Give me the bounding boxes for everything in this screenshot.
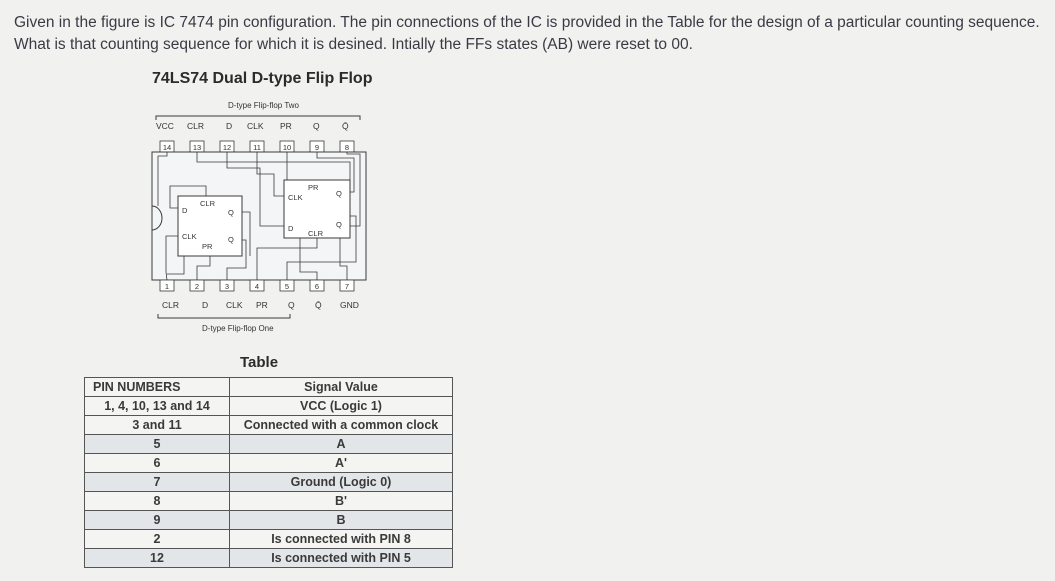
pin-table (84, 377, 453, 568)
pin-cell: 7 (85, 473, 230, 492)
svg-text:CLR: CLR (308, 229, 324, 238)
table-row (85, 473, 453, 492)
svg-text:CLR: CLR (162, 300, 180, 310)
table-row (85, 435, 453, 454)
svg-text:13: 13 (192, 143, 202, 152)
signal-cell: B' (230, 492, 453, 511)
pin-cell: 12 (85, 549, 230, 568)
bottom-pin-labels (162, 300, 359, 310)
figure-title: 74LS74 Dual D-type Flip Flop (152, 70, 373, 87)
svg-text:PR: PR (308, 183, 319, 192)
table-row (85, 530, 453, 549)
svg-text:CLR: CLR (187, 121, 205, 131)
ic-pin-diagram (140, 96, 380, 346)
svg-text:D: D (182, 206, 188, 215)
table-row (85, 549, 453, 568)
svg-text:6: 6 (314, 282, 320, 291)
svg-text:CLK: CLK (226, 300, 243, 310)
svg-text:11: 11 (253, 143, 261, 152)
pin-cell: 5 (85, 435, 230, 454)
pin-cell: 1, 4, 10, 13 and 14 (85, 397, 230, 416)
pin-cell: 2 (85, 530, 230, 549)
pin-cell: 6 (85, 454, 230, 473)
signal-cell: Connected with a common clock (230, 416, 453, 435)
svg-text:Q: Q (288, 300, 295, 310)
signal-cell: A' (230, 454, 453, 473)
question-text: Given in the figure is IC 7474 pin configuration. The pin connections of the IC is provided in the Table for the design of a particular counting sequence. What is that counting sequence for which it is desined. Intially the FFs states (AB) were reset to 00. (14, 14, 1040, 53)
top-caption: D-type Flip-flop Two (228, 101, 299, 110)
table-row (85, 511, 453, 530)
svg-text:CLR: CLR (200, 199, 216, 208)
svg-text:2: 2 (194, 282, 200, 291)
svg-text:12: 12 (222, 143, 232, 152)
svg-text:Q: Q (336, 220, 342, 229)
table-caption: Table (240, 354, 279, 371)
svg-text:3: 3 (224, 282, 230, 291)
svg-text:Q: Q (228, 235, 234, 244)
svg-text:4: 4 (254, 282, 260, 291)
signal-cell: Is connected with PIN 8 (230, 530, 453, 549)
table-row (85, 454, 453, 473)
svg-text:D: D (202, 300, 209, 310)
svg-text:Q: Q (313, 121, 320, 131)
signal-cell: Is connected with PIN 5 (230, 549, 453, 568)
svg-text:9: 9 (314, 143, 320, 152)
svg-text:1: 1 (164, 282, 170, 291)
svg-text:Q: Q (228, 208, 234, 217)
svg-text:PR: PR (202, 242, 213, 251)
svg-text:D: D (226, 121, 233, 131)
svg-text:14: 14 (162, 143, 172, 152)
table-row (85, 416, 453, 435)
svg-text:D: D (288, 224, 294, 233)
table-header-row (85, 378, 453, 397)
signal-cell: Ground (Logic 0) (230, 473, 453, 492)
svg-text:10: 10 (282, 143, 292, 152)
table-row (85, 397, 453, 416)
top-pin-labels (156, 121, 349, 131)
svg-text:GND: GND (340, 300, 359, 310)
signal-cell: VCC (Logic 1) (230, 397, 453, 416)
header-pin-numbers: PIN NUMBERS (85, 378, 230, 397)
svg-text:PR: PR (280, 121, 292, 131)
pin-cell: 8 (85, 492, 230, 511)
svg-text:Q: Q (336, 189, 342, 198)
svg-text:CLK: CLK (182, 232, 197, 241)
svg-text:CLK: CLK (247, 121, 264, 131)
svg-text:7: 7 (344, 282, 350, 291)
signal-cell: B (230, 511, 453, 530)
svg-text:8: 8 (344, 143, 350, 152)
svg-text:CLK: CLK (288, 193, 303, 202)
bottom-caption: D-type Flip-flop One (202, 324, 274, 333)
pin-cell: 9 (85, 511, 230, 530)
header-signal-value: Signal Value (230, 378, 453, 397)
svg-text:VCC: VCC (156, 121, 174, 131)
svg-text:Q̄: Q̄ (342, 121, 349, 131)
pin-cell: 3 and 11 (85, 416, 230, 435)
svg-text:Q̄: Q̄ (315, 300, 322, 310)
svg-text:PR: PR (256, 300, 268, 310)
table-row (85, 492, 453, 511)
signal-cell: A (230, 435, 453, 454)
svg-text:5: 5 (284, 282, 290, 291)
